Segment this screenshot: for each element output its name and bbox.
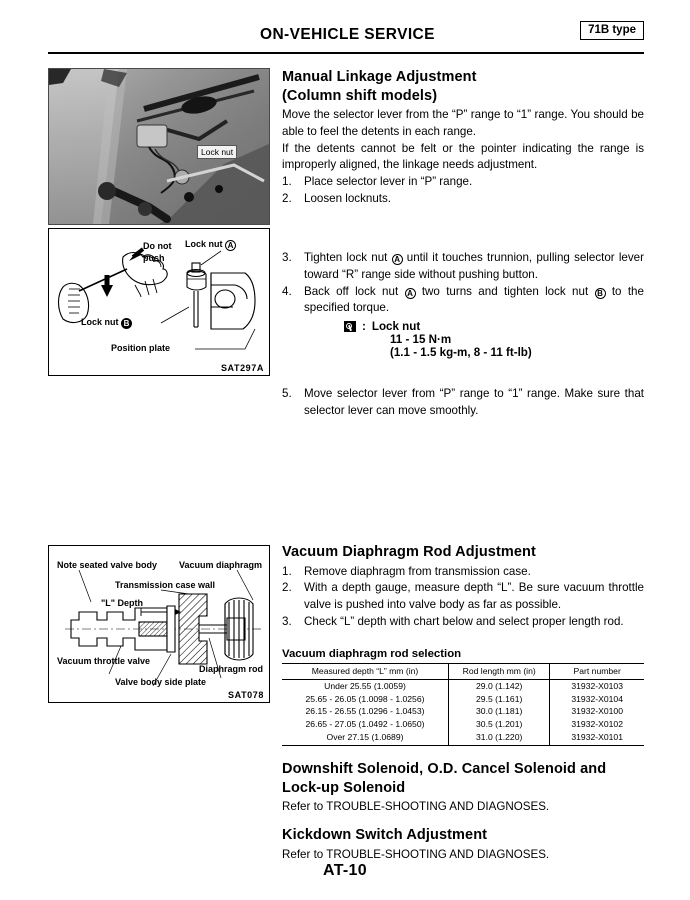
vd-step-3-number: 3.	[282, 614, 292, 628]
lock-nut-callout: Lock nut	[197, 145, 237, 159]
cell-part-number: 31932-X0103	[550, 680, 644, 693]
step-3-text-a: Tighten lock nut	[304, 251, 388, 264]
cell-part-number: 31932-X0101	[550, 730, 644, 745]
step-3-text-b: until it touches trunnion, pulling selector lever toward “R” range side without pushing button.	[304, 251, 644, 281]
cell-rod-length: 30.5 (1.201)	[449, 718, 550, 731]
step-4-lock-nut-a-icon: A	[405, 288, 416, 299]
lock-nut-a-mark-icon: A	[225, 240, 236, 251]
vd-step-3	[282, 614, 644, 631]
cell-part-number: 31932-X0100	[550, 705, 644, 718]
rod-selection-table-body	[282, 680, 644, 746]
torque-spec-header	[282, 320, 644, 333]
torque-spec-block	[282, 320, 644, 359]
cell-rod-length: 29.5 (1.161)	[449, 693, 550, 706]
table-row	[282, 680, 644, 693]
step-1	[282, 174, 644, 191]
torque-value-nm: 11 - 15 N·m	[390, 333, 452, 347]
label-note-seated-valve-body: Note seated valve body	[57, 560, 158, 570]
step-3-lock-nut-a-icon: A	[392, 254, 403, 265]
solenoid-title-line1: Downshift Solenoid, O.D. Cancel Solenoid and	[282, 761, 607, 777]
label-lock-nut-a-text: Lock nut	[185, 239, 223, 249]
figure-manual-linkage	[48, 228, 270, 376]
step-4-text-a: Back off lock nut	[304, 284, 399, 298]
vd-step-2	[282, 580, 644, 614]
step-4-number: 4.	[282, 284, 292, 298]
manual-linkage-steps-1-2	[282, 174, 644, 208]
lock-nut-b-mark-icon: B	[121, 318, 132, 329]
step-2-number: 2.	[282, 192, 292, 206]
label-do-not-push-line2: push	[143, 253, 165, 263]
vd-step-1-text: Remove diaphragm from transmission case.	[304, 564, 531, 578]
vacuum-diaphragm-title: Vacuum Diaphragm Rod Adjustment	[282, 544, 536, 560]
page-header	[48, 26, 644, 58]
figure-vacuum-diaphragm	[48, 545, 270, 703]
torque-value-alt: (1.1 - 1.5 kg-m, 8 - 11 ft-lb)	[390, 346, 532, 360]
cell-measured-depth: 25.65 - 26.05 (1.0098 - 1.0256)	[305, 693, 425, 704]
step-1-text: Place selector lever in “P” range.	[304, 175, 473, 189]
linkage-photo	[48, 68, 270, 225]
vd-step-3-text: Check “L” depth with chart below and select proper length rod.	[304, 614, 624, 628]
cell-rod-length: 30.0 (1.181)	[449, 705, 550, 718]
rod-selection-table-head	[282, 664, 644, 680]
cell-rod-length: 31.0 (1.220)	[449, 730, 550, 745]
manual-linkage-section	[282, 68, 644, 208]
table-row	[282, 730, 644, 745]
kickdown-section	[282, 826, 644, 863]
figure-code-sat297a: SAT297A	[220, 363, 264, 373]
page-number: AT-10	[323, 862, 367, 879]
vacuum-diaphragm-steps	[282, 564, 644, 631]
step-5-number: 5.	[282, 387, 292, 400]
kickdown-body-text: Refer to TROUBLE-SHOOTING AND DIAGNOSES.	[282, 847, 550, 861]
header-divider	[48, 52, 644, 54]
label-valve-body-side-plate: Valve body side plate	[115, 677, 207, 687]
step-4-text-c: to the specified torque.	[304, 284, 644, 315]
solenoid-section	[282, 760, 644, 816]
label-lock-nut-b-text: Lock nut	[81, 317, 119, 327]
manual-linkage-steps-3-4	[282, 250, 644, 359]
label-vacuum-throttle-valve: Vacuum throttle valve	[57, 656, 151, 666]
step-4	[282, 284, 644, 318]
manual-linkage-title-line1: Manual Linkage Adjustment	[282, 69, 477, 85]
torque-target-label: Lock nut	[371, 320, 421, 334]
label-do-not-push-line1: Do not	[143, 241, 172, 251]
col-rod-length: Rod length mm (in)	[449, 664, 550, 680]
label-lock-nut-a	[185, 239, 236, 251]
col-measured-depth: Measured depth “L” mm (in)	[282, 664, 449, 680]
kickdown-title: Kickdown Switch Adjustment	[282, 827, 488, 843]
cell-measured-depth: Under 25.55 (1.0059)	[324, 681, 406, 692]
page-title: ON-VEHICLE SERVICE	[260, 26, 435, 43]
step-5-text: Move selector lever from “P” range to “1” range. Make sure that selector lever can move smoothly.	[304, 387, 644, 417]
manual-linkage-step-5	[282, 386, 644, 420]
rod-selection-table	[282, 663, 644, 746]
step-4-lock-nut-b-icon: B	[595, 288, 606, 299]
label-diaphragm-rod: Diaphragm rod	[199, 664, 264, 674]
cell-part-number: 31932-X0102	[550, 718, 644, 731]
table-row	[282, 718, 644, 731]
manual-linkage-intro-2: If the detents cannot be felt or the pointer indicating the range is improperly aligned, the linkage needs adjustment.	[282, 141, 644, 172]
cell-rod-length: 29.0 (1.142)	[449, 680, 550, 693]
step-2	[282, 191, 644, 208]
label-position-plate: Position plate	[111, 343, 171, 353]
rod-selection-table-block	[282, 648, 644, 746]
step-1-number: 1.	[282, 175, 292, 189]
cell-measured-depth: 26.15 - 26.55 (1.0296 - 1.0453)	[305, 706, 425, 717]
vd-step-2-number: 2.	[282, 581, 292, 595]
step-4-text-b: two turns and tighten lock nut	[421, 284, 589, 298]
page-footer	[0, 862, 690, 880]
vacuum-diaphragm-section	[282, 543, 644, 631]
rod-selection-caption: Vacuum diaphragm rod selection	[282, 648, 462, 660]
cell-part-number: 31932-X0104	[550, 693, 644, 706]
table-row	[282, 693, 644, 706]
figure-code-sat078: SAT078	[228, 690, 264, 700]
solenoid-body-text: Refer to TROUBLE-SHOOTING AND DIAGNOSES.	[282, 800, 550, 814]
label-lock-nut-b	[81, 317, 132, 329]
transmission-type-badge: 71B type	[580, 21, 644, 40]
step-3	[282, 250, 644, 284]
vd-step-2-text: With a depth gauge, measure depth “L”. Be sure vacuum throttle valve is pushed into valve body as far as possible.	[304, 581, 644, 612]
torque-wrench-icon	[344, 321, 356, 332]
manual-linkage-intro-1: Move the selector lever from the “P” range to “1” range. You should be able to feel the detents in each range.	[282, 108, 644, 138]
step-3-number: 3.	[282, 251, 292, 264]
torque-colon: :	[362, 320, 366, 334]
label-vacuum-diaphragm: Vacuum diaphragm	[179, 560, 263, 570]
vd-step-1	[282, 564, 644, 581]
cell-measured-depth: Over 27.15 (1.0689)	[326, 731, 404, 742]
table-row	[282, 705, 644, 718]
vd-step-1-number: 1.	[282, 564, 292, 578]
label-l-depth: "L" Depth	[101, 598, 144, 608]
manual-linkage-title-line2: (Column shift models)	[282, 87, 438, 104]
step-5	[282, 386, 644, 420]
cell-measured-depth: 26.65 - 27.05 (1.0492 - 1.0650)	[305, 719, 425, 730]
step-2-text: Loosen locknuts.	[304, 192, 392, 206]
table-header-row	[282, 664, 644, 680]
solenoid-title-line2: Lock-up Solenoid	[282, 779, 406, 796]
col-part-number: Part number	[550, 664, 644, 680]
label-transmission-case-wall: Transmission case wall	[115, 580, 216, 590]
